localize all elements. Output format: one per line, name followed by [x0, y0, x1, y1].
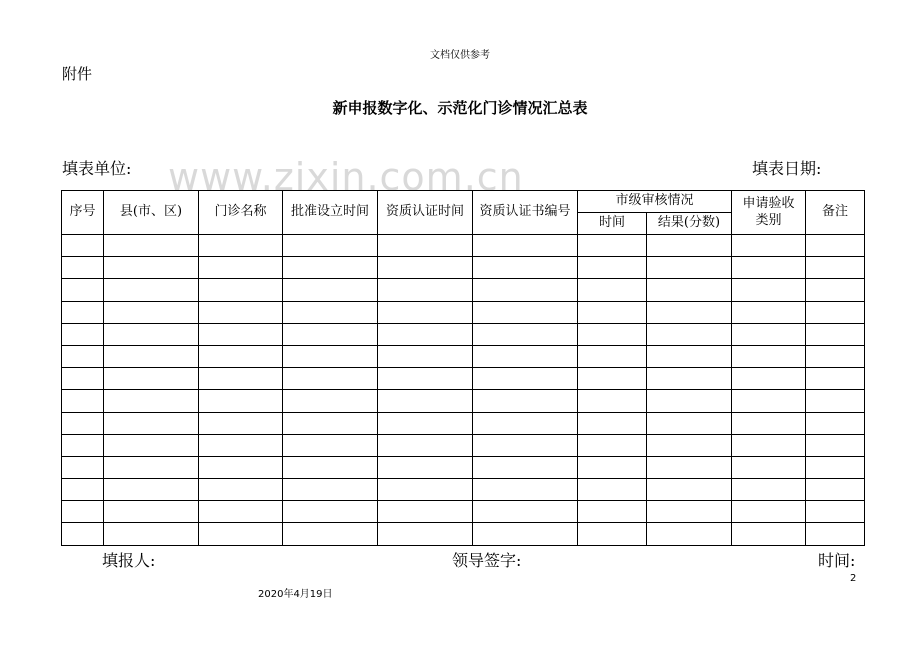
table-cell	[378, 345, 473, 367]
table-cell	[283, 301, 378, 323]
table-cell	[283, 501, 378, 523]
table-cell	[62, 479, 104, 501]
table-cell	[647, 235, 732, 257]
header-clinic-name: 门诊名称	[199, 191, 283, 235]
table-cell	[732, 235, 806, 257]
table-body	[62, 235, 865, 546]
table-cell	[647, 345, 732, 367]
watermark: www.zixin.com.cn	[168, 155, 524, 199]
table-cell	[732, 257, 806, 279]
table-cell	[647, 412, 732, 434]
header-note: 文档仅供参考	[430, 50, 490, 61]
table-cell	[378, 434, 473, 456]
table-cell	[378, 301, 473, 323]
table-cell	[104, 235, 199, 257]
table-cell	[578, 479, 647, 501]
table-cell	[473, 523, 578, 545]
table-cell	[104, 434, 199, 456]
table-cell	[378, 390, 473, 412]
table-cell	[473, 434, 578, 456]
table-cell	[473, 456, 578, 478]
table-cell	[378, 412, 473, 434]
table-cell	[199, 235, 283, 257]
table-cell	[199, 323, 283, 345]
table-cell	[732, 390, 806, 412]
table-cell	[62, 279, 104, 301]
table-cell	[647, 368, 732, 390]
table-cell	[199, 257, 283, 279]
header-remarks: 备注	[806, 191, 865, 235]
table-cell	[473, 412, 578, 434]
table-row	[62, 390, 865, 412]
table-cell	[199, 434, 283, 456]
table-row	[62, 501, 865, 523]
table-cell	[62, 323, 104, 345]
table-cell	[104, 456, 199, 478]
table-cell	[647, 479, 732, 501]
table-cell	[806, 479, 865, 501]
table-cell	[283, 434, 378, 456]
table-cell	[473, 479, 578, 501]
table-cell	[62, 368, 104, 390]
table-cell	[806, 235, 865, 257]
attachment-label: 附件	[62, 65, 93, 83]
header-cert-time: 资质认证时间	[378, 191, 473, 235]
table-cell	[378, 456, 473, 478]
table-cell	[473, 257, 578, 279]
table-row	[62, 345, 865, 367]
table-row	[62, 523, 865, 545]
table-cell	[806, 501, 865, 523]
table-cell	[647, 257, 732, 279]
table-row	[62, 323, 865, 345]
table-cell	[806, 345, 865, 367]
page-number: 2	[850, 573, 857, 584]
table-cell	[732, 345, 806, 367]
table-cell	[199, 523, 283, 545]
table-cell	[578, 434, 647, 456]
table-cell	[578, 257, 647, 279]
header-review-result: 结果(分数)	[647, 213, 732, 235]
table-cell	[647, 390, 732, 412]
table-cell	[732, 501, 806, 523]
table-cell	[578, 235, 647, 257]
header-city-review: 市级审核情况	[578, 191, 732, 213]
table-cell	[199, 412, 283, 434]
table-row	[62, 301, 865, 323]
table-cell	[647, 523, 732, 545]
header-county: 县(市、区)	[104, 191, 199, 235]
table-cell	[378, 479, 473, 501]
table-cell	[647, 434, 732, 456]
table-cell	[806, 434, 865, 456]
table-cell	[62, 235, 104, 257]
table-cell	[647, 301, 732, 323]
table-cell	[62, 301, 104, 323]
table-cell	[473, 323, 578, 345]
table-cell	[104, 345, 199, 367]
table-row	[62, 235, 865, 257]
table-cell	[199, 390, 283, 412]
summary-table	[61, 190, 865, 546]
table-cell	[806, 257, 865, 279]
table-cell	[104, 368, 199, 390]
table-cell	[104, 390, 199, 412]
table-cell	[199, 501, 283, 523]
header-seq: 序号	[62, 191, 104, 235]
table-cell	[806, 368, 865, 390]
table-cell	[283, 456, 378, 478]
table-cell	[732, 368, 806, 390]
table-cell	[732, 434, 806, 456]
table-cell	[283, 257, 378, 279]
table-cell	[647, 456, 732, 478]
table-cell	[578, 390, 647, 412]
table-cell	[732, 456, 806, 478]
leader-sign-label: 领导签字:	[452, 551, 522, 570]
table-cell	[62, 257, 104, 279]
table-cell	[732, 323, 806, 345]
header-cert-number: 资质认证书编号	[473, 191, 578, 235]
table-cell	[378, 368, 473, 390]
table-cell	[199, 368, 283, 390]
table-cell	[578, 456, 647, 478]
table-cell	[378, 235, 473, 257]
table-cell	[578, 279, 647, 301]
table-cell	[104, 301, 199, 323]
fill-date-label: 填表日期:	[752, 159, 822, 178]
table-cell	[378, 279, 473, 301]
table-cell	[199, 479, 283, 501]
table-cell	[378, 523, 473, 545]
header-apply-category: 申请验收类别	[732, 191, 806, 235]
table-cell	[104, 479, 199, 501]
document-title: 新申报数字化、示范化门诊情况汇总表	[332, 99, 588, 117]
table-cell	[473, 501, 578, 523]
table-cell	[378, 501, 473, 523]
table-cell	[806, 323, 865, 345]
header-approval-time: 批准设立时间	[283, 191, 378, 235]
table-cell	[806, 456, 865, 478]
table-cell	[473, 390, 578, 412]
table-cell	[732, 523, 806, 545]
table-cell	[283, 390, 378, 412]
table-cell	[62, 456, 104, 478]
table-cell	[104, 257, 199, 279]
table-cell	[104, 412, 199, 434]
table-cell	[283, 323, 378, 345]
table-cell	[473, 301, 578, 323]
table-cell	[806, 523, 865, 545]
table-cell	[473, 235, 578, 257]
table-cell	[283, 345, 378, 367]
table-row	[62, 257, 865, 279]
table-cell	[62, 390, 104, 412]
table-cell	[578, 368, 647, 390]
table-cell	[806, 279, 865, 301]
table-cell	[806, 390, 865, 412]
table-cell	[578, 301, 647, 323]
time-label: 时间:	[818, 551, 856, 570]
table-cell	[62, 501, 104, 523]
table-cell	[283, 368, 378, 390]
table-cell	[732, 479, 806, 501]
table-cell	[104, 523, 199, 545]
table-cell	[62, 523, 104, 545]
table-row	[62, 456, 865, 478]
table-cell	[104, 323, 199, 345]
table-cell	[104, 279, 199, 301]
filler-label: 填报人:	[102, 551, 156, 570]
table-cell	[578, 323, 647, 345]
table-cell	[732, 301, 806, 323]
table-cell	[199, 345, 283, 367]
table-cell	[578, 345, 647, 367]
table-cell	[647, 501, 732, 523]
table-cell	[578, 523, 647, 545]
table-cell	[732, 412, 806, 434]
table-cell	[283, 523, 378, 545]
table-cell	[283, 412, 378, 434]
table-row	[62, 279, 865, 301]
table-cell	[473, 279, 578, 301]
table-cell	[473, 368, 578, 390]
table-cell	[378, 323, 473, 345]
table-cell	[283, 479, 378, 501]
table-cell	[199, 456, 283, 478]
table-cell	[104, 501, 199, 523]
table-row	[62, 412, 865, 434]
fill-unit-label: 填表单位:	[62, 159, 132, 178]
table-cell	[578, 501, 647, 523]
table-cell	[283, 279, 378, 301]
table-cell	[199, 279, 283, 301]
table-cell	[378, 257, 473, 279]
table-cell	[62, 412, 104, 434]
table-row	[62, 368, 865, 390]
table-row	[62, 479, 865, 501]
table-row	[62, 434, 865, 456]
table-cell	[806, 301, 865, 323]
table-cell	[283, 235, 378, 257]
table-cell	[473, 345, 578, 367]
header-review-time: 时间	[578, 213, 647, 235]
table-cell	[578, 412, 647, 434]
table-cell	[199, 301, 283, 323]
table-cell	[62, 434, 104, 456]
table-cell	[62, 345, 104, 367]
table-cell	[806, 412, 865, 434]
table-cell	[647, 279, 732, 301]
footer-date: 2020年4月19日	[258, 589, 333, 600]
table-cell	[647, 323, 732, 345]
table-cell	[732, 279, 806, 301]
